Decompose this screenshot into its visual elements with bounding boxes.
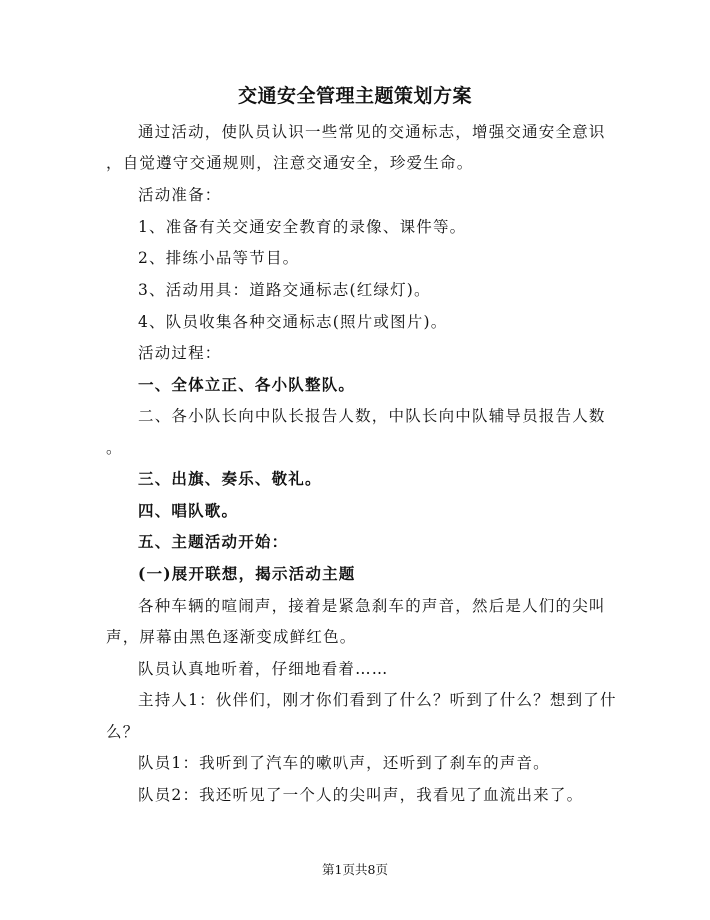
list-item: 4、队员收集各种交通标志(照片或图片)。	[138, 313, 448, 331]
section-heading: 活动过程：	[138, 344, 222, 362]
page-number: 第1页共8页	[322, 862, 388, 877]
paragraph-line: 队员认真地听着，仔细地看着……	[138, 660, 389, 678]
subsection-heading: (一)展开联想，揭示活动主题	[138, 564, 356, 583]
paragraph-line: 声，屏幕由黑色逐渐变成鲜红色。	[106, 628, 357, 646]
section-heading: 活动准备：	[138, 186, 222, 204]
step-heading: 四、唱队歌。	[138, 501, 239, 520]
dialogue-line: 么？	[106, 723, 140, 741]
list-item: 2、排练小品等节目。	[138, 249, 300, 267]
list-item: 1、准备有关交通安全教育的录像、课件等。	[138, 218, 467, 236]
list-item: 3、活动用具：道路交通标志(红绿灯)。	[138, 281, 431, 299]
dialogue-line: 队员2：我还听见了一个人的尖叫声，我看见了血流出来了。	[138, 786, 584, 804]
step-heading: 五、主题活动开始：	[138, 532, 289, 551]
step-heading: 三、出旗、奏乐、敬礼。	[138, 469, 322, 488]
document-title: 交通安全管理主题策划方案	[237, 85, 472, 107]
step-heading: 一、全体立正、各小队整队。	[138, 375, 356, 394]
paragraph-line: 二、各小队长向中队长报告人数，中队长向中队辅导员报告人数	[138, 407, 606, 425]
paragraph-line: 通过活动，使队员认识一些常见的交通标志，增强交通安全意识	[138, 123, 606, 141]
dialogue-line: 队员1：我听到了汽车的嗽叭声，还听到了刹车的声音。	[138, 754, 550, 772]
paragraph-line: 各种车辆的喧闹声，接着是紧急刹车的声音，然后是人们的尖叫	[138, 597, 606, 615]
paragraph-line: 。	[106, 439, 123, 457]
paragraph-line: ，自觉遵守交通规则，注意交通安全，珍爱生命。	[106, 154, 474, 172]
dialogue-line: 主持人1：伙伴们，刚才你们看到了什么？听到了什么？想到了什	[138, 691, 617, 709]
